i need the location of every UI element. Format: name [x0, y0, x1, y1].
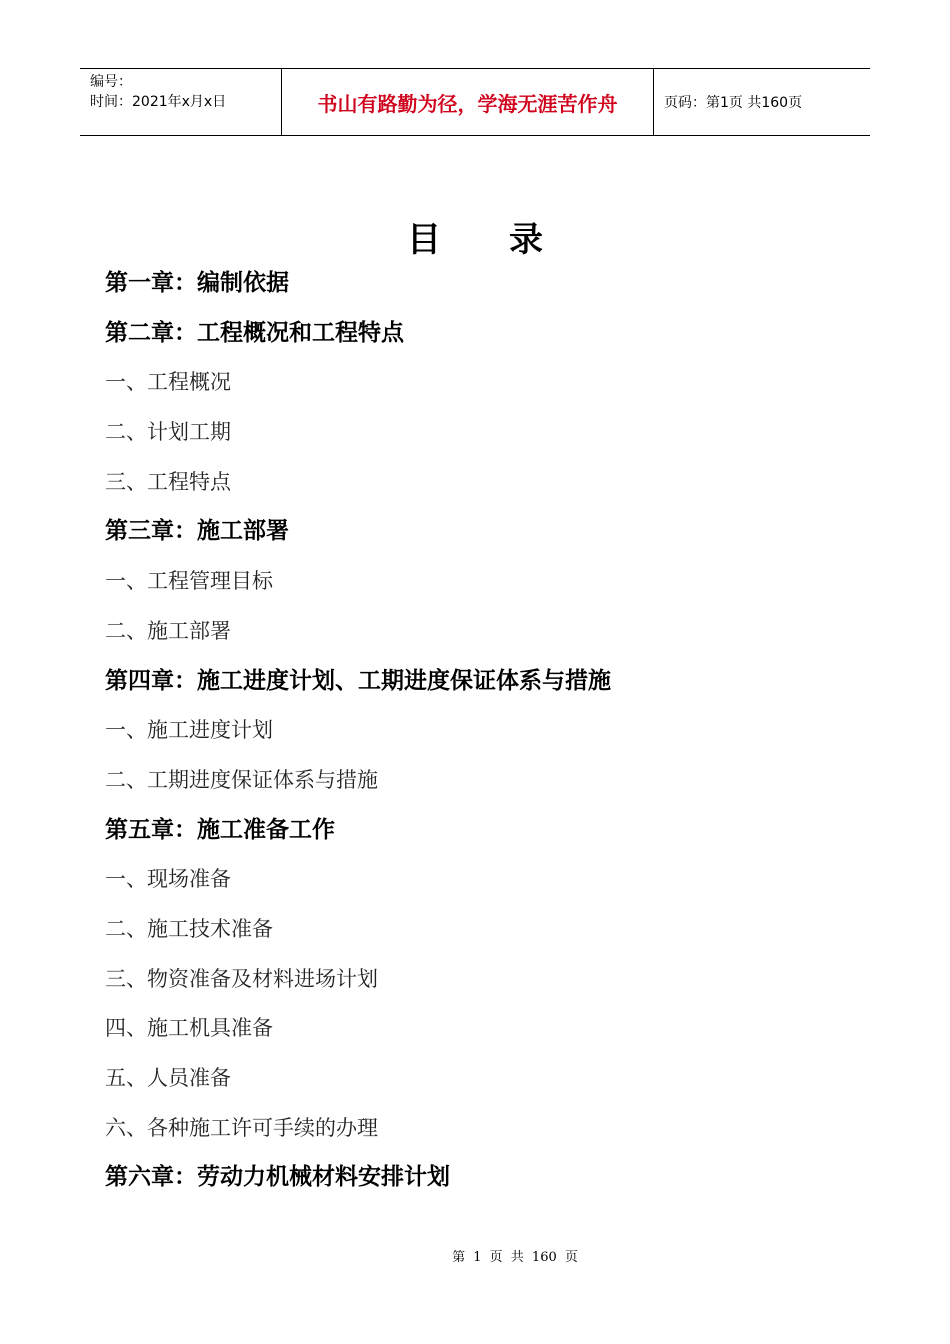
table-of-contents [105, 259, 885, 1203]
toc-chapter-entry[interactable]: 第五章：施工准备工作 [105, 816, 335, 843]
toc-section-entry[interactable]: 五、人员准备 [105, 1066, 231, 1090]
toc-section-entry[interactable]: 六、各种施工许可手续的办理 [105, 1115, 378, 1140]
header-page-info: 页码：第1页 共160页 [664, 95, 803, 111]
document-number-label: 编号： [90, 74, 132, 90]
toc-section-entry[interactable]: 二、工期进度保证体系与措施 [105, 767, 378, 792]
toc-section-entry[interactable]: 二、计划工期 [105, 420, 231, 445]
page-title: 目 录 [407, 220, 543, 260]
toc-section-entry[interactable]: 一、施工进度计划 [105, 718, 273, 743]
toc-chapter-entry[interactable]: 第四章：施工进度计划、工期进度保证体系与措施 [105, 667, 611, 694]
document-time-label: 时间：2021年x月x日 [90, 94, 227, 110]
header-motto-cell [282, 69, 654, 135]
toc-section-entry[interactable]: 四、施工机具准备 [105, 1016, 273, 1041]
header-meta-cell [80, 69, 282, 135]
toc-chapter-entry[interactable]: 第三章：施工部署 [105, 518, 289, 545]
header-page-cell [654, 69, 870, 135]
toc-section-entry[interactable]: 二、施工技术准备 [105, 916, 273, 941]
toc-section-entry[interactable]: 二、施工部署 [105, 618, 231, 643]
toc-section-entry[interactable]: 一、工程概况 [105, 370, 231, 395]
toc-chapter-entry[interactable]: 第六章：劳动力机械材料安排计划 [105, 1164, 450, 1191]
toc-section-entry[interactable]: 一、现场准备 [105, 867, 231, 892]
toc-chapter-entry[interactable]: 第一章：编制依据 [105, 270, 289, 296]
header-motto: 书山有路勤为径，学海无涯苦作舟 [317, 91, 618, 116]
toc-section-entry[interactable]: 三、工程特点 [105, 469, 231, 494]
toc-section-entry[interactable]: 三、物资准备及材料进场计划 [105, 966, 378, 991]
page-footer: 第 1 页 共 160 页 [452, 1250, 578, 1265]
toc-chapter-entry[interactable]: 第二章：工程概况和工程特点 [105, 319, 404, 346]
page-header [80, 68, 870, 136]
toc-section-entry[interactable]: 一、工程管理目标 [105, 569, 273, 594]
